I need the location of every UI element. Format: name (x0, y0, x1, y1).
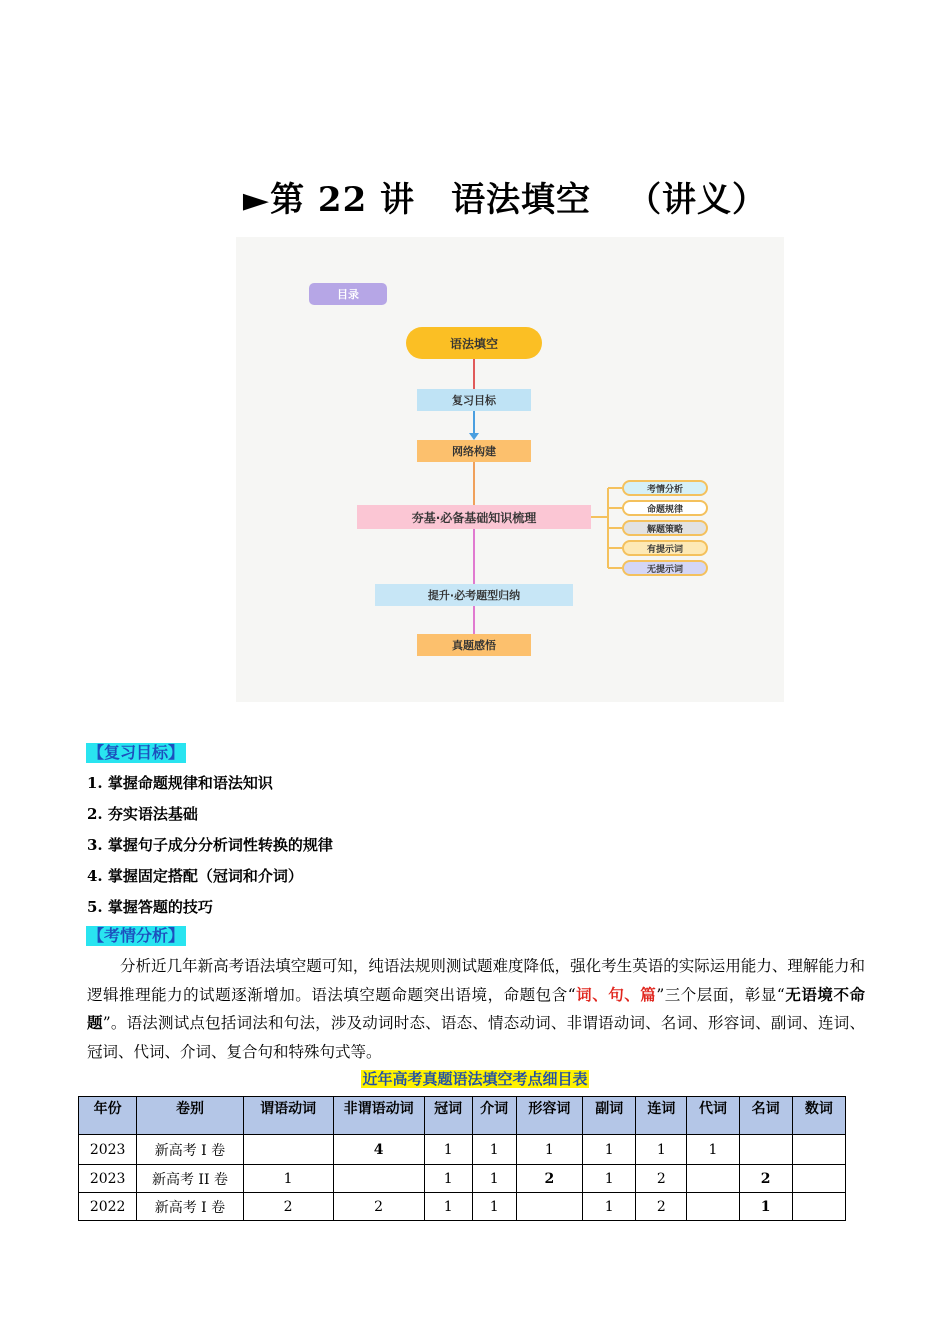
table-header: 年份 (79, 1097, 137, 1135)
table-cell: 2 (243, 1193, 333, 1221)
table-cell: 2 (516, 1165, 582, 1193)
table-cell: 1 (583, 1165, 636, 1193)
title-suffix: （讲义） (627, 180, 768, 220)
table-cell: 1 (636, 1135, 687, 1165)
review-goals-tag: 【复习目标】 (88, 743, 185, 762)
analysis-text: ”三个层面，彰显“ (656, 985, 785, 1004)
title-main: 语法填空 (451, 180, 592, 220)
toc-label: 目录 (309, 283, 387, 305)
table-cell (243, 1135, 333, 1165)
table-cell: 2023 (79, 1165, 137, 1193)
mindmap-root: 语法填空 (406, 327, 542, 359)
table-header: 卷别 (137, 1097, 243, 1135)
table-row (79, 1165, 846, 1193)
table-header: 形容词 (516, 1097, 582, 1135)
table-header: 连词 (636, 1097, 687, 1135)
table-cell: 新高考 II 卷 (137, 1165, 243, 1193)
table-cell: 新高考 I 卷 (137, 1135, 243, 1165)
table-cell: 1 (472, 1165, 516, 1193)
table-header: 非谓语动词 (333, 1097, 424, 1135)
table-cell (687, 1193, 739, 1221)
table-cell (792, 1135, 845, 1165)
table-cell: 新高考 I 卷 (137, 1193, 243, 1221)
table-cell: 1 (472, 1135, 516, 1165)
table-cell: 1 (687, 1135, 739, 1165)
mindmap-node: 夯基·必备基础知识梳理 (357, 505, 591, 529)
table-cell: 2023 (79, 1135, 137, 1165)
table-header: 副词 (583, 1097, 636, 1135)
table-cell (687, 1165, 739, 1193)
table-cell: 1 (583, 1193, 636, 1221)
table-header-row (79, 1097, 846, 1135)
mindmap-leaf: 考情分析 (622, 480, 708, 496)
table-row (79, 1193, 846, 1221)
mindmap-leaf: 无提示词 (622, 560, 708, 576)
table-header: 冠词 (424, 1097, 472, 1135)
table-header: 谓语动词 (243, 1097, 333, 1135)
table-header: 介词 (472, 1097, 516, 1135)
table-cell: 1 (424, 1165, 472, 1193)
mindmap-leaf: 解题策略 (622, 520, 708, 536)
table-cell (792, 1165, 845, 1193)
mindmap-leaf: 有提示词 (622, 540, 708, 556)
table-row (79, 1135, 846, 1165)
table-cell (516, 1193, 582, 1221)
exam-points-table (78, 1096, 846, 1221)
mindmap-node: 网络构建 (417, 440, 531, 462)
mindmap-node: 提升·必考题型归纳 (375, 584, 573, 606)
table-cell: 2 (636, 1165, 687, 1193)
title-prefix: ►第 22 讲 (242, 180, 416, 220)
table-cell (739, 1135, 792, 1165)
table-cell: 2 (739, 1165, 792, 1193)
table-cell: 1 (424, 1193, 472, 1221)
table-cell: 1 (424, 1135, 472, 1165)
exam-analysis-tag: 【考情分析】 (88, 926, 185, 945)
exam-analysis-paragraph (87, 952, 865, 1066)
table-cell: 1 (583, 1135, 636, 1165)
table-header: 数词 (792, 1097, 845, 1135)
table-caption-text: 近年高考真题语法填空考点细目表 (362, 1070, 588, 1088)
review-goal-item: 1. 掌握命题规律和语法知识 (87, 774, 273, 792)
table-cell: 1 (739, 1193, 792, 1221)
table-cell: 1 (516, 1135, 582, 1165)
review-goal-item: 4. 掌握固定搭配（冠词和介词） (87, 867, 303, 885)
table-cell (792, 1193, 845, 1221)
review-goal-item: 2. 夯实语法基础 (87, 805, 198, 823)
table-cell: 1 (243, 1165, 333, 1193)
analysis-text: ”。语法测试点包括词法和句法，涉及动词时态、语态、情态动词、非谓语动词、名词、形容词、副词、连词、冠词、代词、介词、复合句和特殊句式等。 (87, 1014, 865, 1061)
table-cell: 2 (333, 1193, 424, 1221)
table-cell (333, 1165, 424, 1193)
table-caption (0, 1068, 950, 1089)
review-goal-item: 3. 掌握句子成分分析词性转换的规律 (87, 836, 333, 854)
table-header: 名词 (739, 1097, 792, 1135)
mindmap-leaf: 命题规律 (622, 500, 708, 516)
analysis-highlight: 词、句、篇 (575, 984, 657, 1004)
mindmap-node: 真题感悟 (417, 634, 531, 656)
analysis-text: 分析近几年新高考语法填空题可知，纯语法规则测试题难度降低，强化考生英语的实际运用能力、理解能力和逻辑推理能力的试题逐渐增加。语法填空题命题突出语境，命题包含“ (87, 957, 865, 1004)
review-goal-item: 5. 掌握答题的技巧 (87, 898, 213, 916)
table-cell: 1 (472, 1193, 516, 1221)
table-cell: 2022 (79, 1193, 137, 1221)
mind-map-figure (236, 237, 784, 702)
mindmap-node: 复习目标 (417, 389, 531, 411)
mind-map-connectors (236, 237, 784, 702)
table-header: 代词 (687, 1097, 739, 1135)
table-cell: 4 (333, 1135, 424, 1165)
page-title (0, 172, 950, 221)
analysis-emphasis: 无语境不命题 (87, 984, 865, 1032)
table-cell: 2 (636, 1193, 687, 1221)
